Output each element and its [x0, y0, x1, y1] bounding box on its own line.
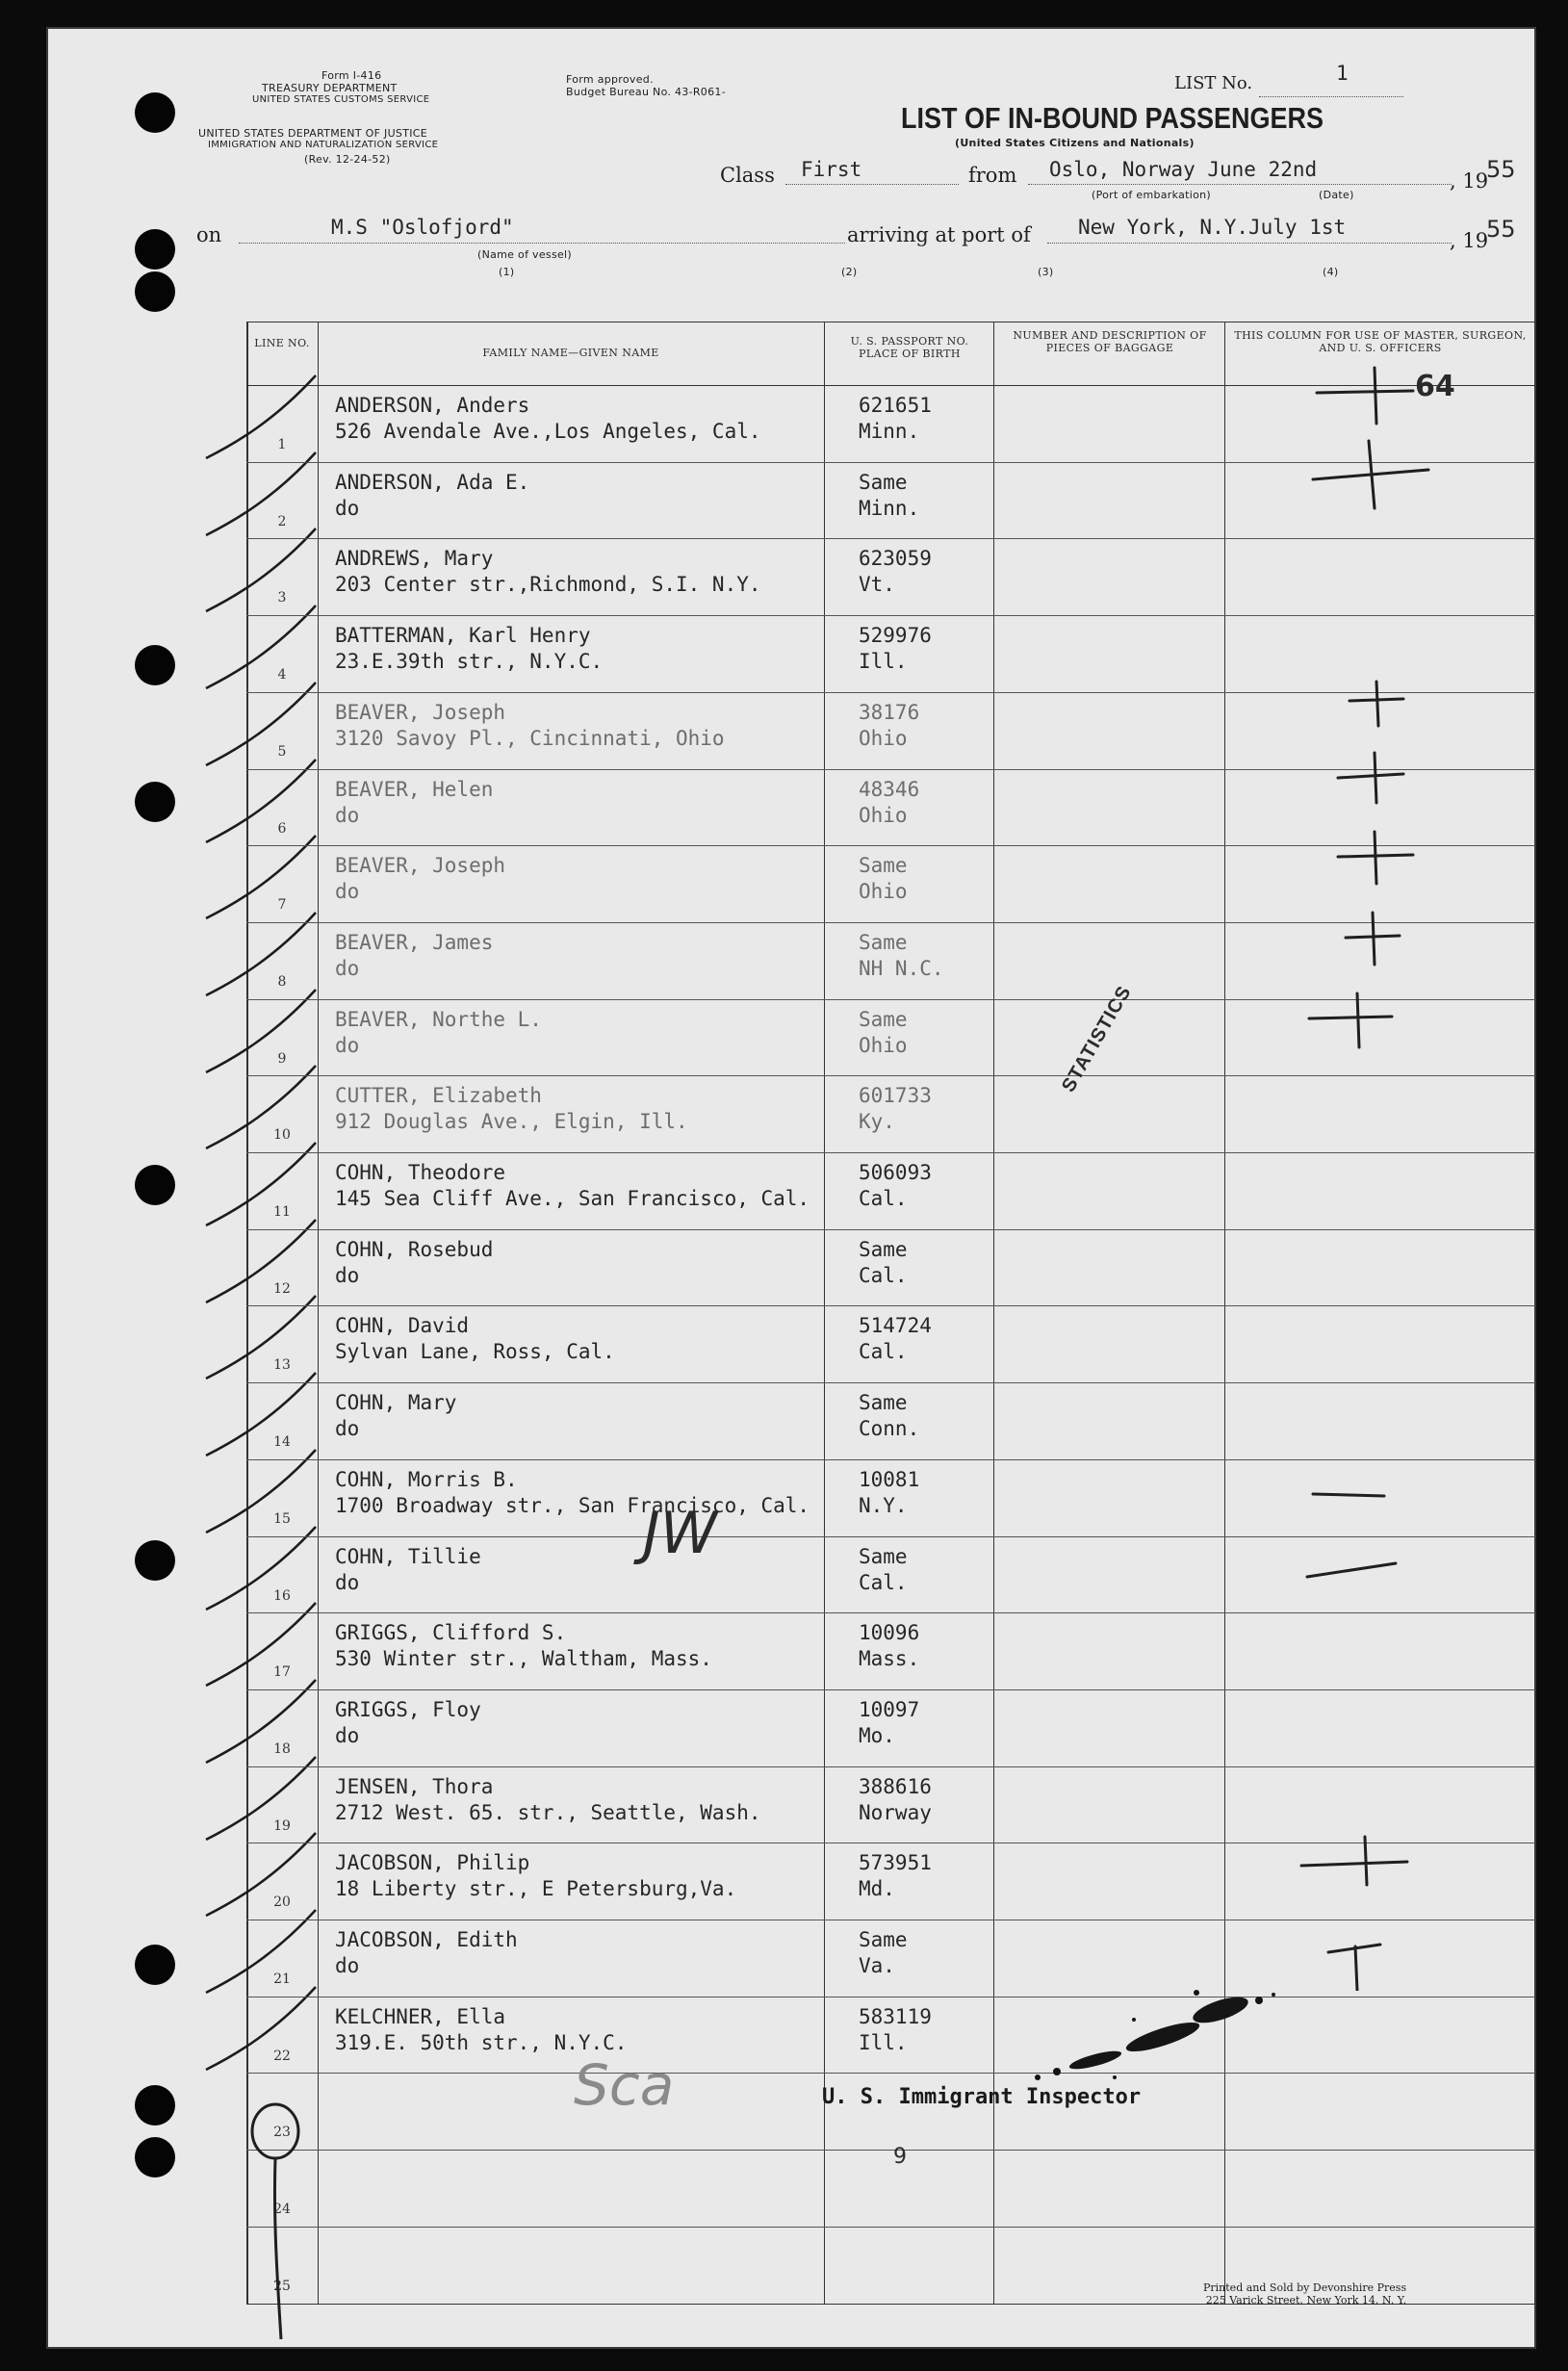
passenger-name-cell: [335, 1850, 736, 1902]
passport-number: 38176: [859, 700, 920, 724]
line-number: 14: [273, 1434, 291, 1451]
line-number: 2: [277, 513, 287, 529]
line-number: 12: [273, 1280, 291, 1297]
passenger-name-cell: [335, 1160, 810, 1212]
place-of-birth: Vt.: [859, 573, 895, 597]
passenger-address: Sylvan Lane, Ross, Cal.: [335, 1340, 615, 1364]
passenger-name: BEAVER, Joseph: [335, 700, 506, 724]
line-number: 23: [273, 2125, 291, 2141]
vessel-line: [239, 243, 845, 244]
passenger-name: COHN, Tillie: [335, 1544, 481, 1568]
passenger-name: COHN, Rosebud: [335, 1237, 494, 1261]
passenger-address: do: [335, 1570, 360, 1594]
passenger-address: 1700 Broadway str., San Francisco, Cal.: [335, 1493, 810, 1517]
place-of-birth: NH N.C.: [859, 956, 944, 980]
header-officers: THIS COLUMN FOR USE OF MASTER, SURGEON, AND U. S. OFFICERS: [1234, 329, 1527, 354]
passport-cell: [859, 1007, 908, 1059]
list-no-value: 1: [1336, 62, 1349, 85]
passenger-address: do: [335, 1263, 360, 1287]
binder-hole: [135, 1945, 175, 1985]
printer-imprint: [1203, 2281, 1406, 2307]
printer-line-2: 225 Varick Street, New York 14, N. Y.: [1205, 2294, 1407, 2307]
place-of-birth: Minn.: [859, 420, 920, 443]
passport-cell: [859, 700, 919, 752]
passenger-name: JENSEN, Thora: [335, 1774, 494, 1798]
place-of-birth: Mass.: [859, 1647, 920, 1671]
passport-number: 583119: [859, 2004, 932, 2028]
line-number: 10: [273, 1127, 291, 1144]
row-divider: [246, 2150, 1535, 2151]
line-number: 25: [273, 2278, 291, 2294]
port-embarkation-caption: (Port of embarkation): [1092, 189, 1212, 201]
col-num-4: (4): [1323, 266, 1339, 278]
place-of-birth: Ky.: [859, 1110, 895, 1134]
arriving-label: arriving at port of: [847, 223, 1031, 246]
place-of-birth: Cal.: [859, 1570, 908, 1594]
passport-cell: [859, 1160, 932, 1212]
place-of-birth: Mo.: [859, 1723, 895, 1747]
dept-immigration: IMMIGRATION AND NATURALIZATION SERVICE: [208, 140, 439, 150]
line-number: 11: [273, 1204, 291, 1220]
place-of-birth: Md.: [859, 1877, 895, 1901]
signature: Sca: [574, 2052, 675, 2118]
passenger-name: ANDREWS, Mary: [335, 547, 494, 571]
passport-number: Same: [859, 1928, 908, 1951]
passenger-name-cell: [335, 1927, 518, 1979]
passport-cell: [859, 1083, 932, 1135]
binder-hole: [135, 1540, 175, 1581]
check-mark: [198, 1977, 323, 2083]
passport-cell: [859, 1390, 919, 1442]
manifest-sheet: [46, 27, 1536, 2349]
line-number: 22: [273, 2048, 291, 2064]
year-prefix-1: , 19: [1450, 169, 1489, 193]
form-approved: Form approved.: [566, 73, 654, 86]
passenger-address: do: [335, 880, 360, 904]
passenger-address: do: [335, 496, 360, 520]
passenger-name-cell: [335, 1620, 712, 1672]
place-of-birth: Ill.: [859, 2030, 908, 2054]
passport-number: 514724: [859, 1314, 932, 1338]
passport-cell: [859, 393, 932, 445]
passport-cell: [859, 623, 932, 675]
form-number: Form I-416: [321, 69, 382, 82]
passenger-address: 530 Winter str., Waltham, Mass.: [335, 1647, 712, 1671]
row-divider: [246, 2073, 1535, 2074]
passport-cell: [859, 1544, 908, 1596]
dept-treasury: TREASURY DEPARTMENT: [262, 82, 398, 94]
list-no-line: [1259, 96, 1403, 97]
line-number: 8: [277, 973, 287, 990]
passenger-name: KELCHNER, Ella: [335, 2004, 506, 2028]
passenger-name: GRIGGS, Clifford S.: [335, 1621, 567, 1645]
passenger-address: 203 Center str.,Richmond, S.I. N.Y.: [335, 573, 761, 597]
passenger-name: COHN, Theodore: [335, 1161, 506, 1184]
place-of-birth: Cal.: [859, 1263, 908, 1287]
officer-marks: [1249, 354, 1480, 1991]
arrival-line: [1047, 243, 1452, 244]
passenger-name-cell: [335, 1544, 481, 1596]
class-label: Class: [720, 164, 775, 187]
class-value: First: [801, 158, 862, 181]
list-no-label: LIST No.: [1174, 73, 1253, 93]
place-of-birth: Conn.: [859, 1417, 920, 1441]
year-prefix-2: , 19: [1450, 229, 1489, 252]
passport-cell: [859, 470, 919, 522]
from-value: Oslo, Norway June 22nd: [1049, 158, 1318, 181]
passenger-address: do: [335, 1033, 360, 1057]
passenger-address: do: [335, 1417, 360, 1441]
binder-hole: [135, 271, 175, 312]
passenger-name-cell: [335, 853, 505, 905]
passenger-name-cell: [335, 1774, 761, 1826]
passenger-name: BEAVER, Northe L.: [335, 1007, 542, 1031]
binder-hole: [135, 782, 175, 822]
header-passport: U. S. PASSPORT NO. PLACE OF BIRTH: [850, 335, 969, 360]
passport-number: Same: [859, 1237, 908, 1261]
passenger-address: do: [335, 1723, 360, 1747]
table-row: [246, 2150, 1535, 2227]
passport-cell: [859, 853, 908, 905]
row-divider: [246, 2227, 1535, 2228]
line-number: 21: [273, 1972, 291, 1987]
passenger-address: 145 Sea Cliff Ave., San Francisco, Cal.: [335, 1187, 810, 1210]
from-line: [1028, 184, 1452, 185]
passport-number: Same: [859, 1544, 908, 1568]
passport-cell: [859, 1697, 919, 1749]
passport-cell: [859, 1237, 908, 1289]
line-number: 16: [273, 1587, 291, 1604]
passenger-name: COHN, David: [335, 1314, 470, 1338]
statistics-stamp: STATISTICS: [1057, 982, 1136, 1096]
passenger-name-cell: [335, 1467, 810, 1519]
line-number: 4: [277, 667, 287, 683]
passenger-name: BEAVER, Helen: [335, 777, 494, 801]
passenger-name: CUTTER, Elizabeth: [335, 1084, 542, 1108]
page-mark: 9: [893, 2145, 907, 2169]
header-baggage: NUMBER AND DESCRIPTION OF PIECES OF BAGGAGE: [1013, 329, 1207, 354]
binder-hole: [135, 229, 175, 270]
passport-number: 621651: [859, 394, 932, 417]
passport-cell: [859, 777, 919, 829]
on-label: on: [196, 223, 222, 246]
circle-mark: [244, 2095, 312, 2345]
passport-number: 10081: [859, 1467, 920, 1491]
passport-cell: [859, 1467, 919, 1519]
passenger-name-cell: [335, 546, 761, 598]
binder-hole: [135, 1165, 175, 1205]
passenger-address: 3120 Savoy Pl., Cincinnati, Ohio: [335, 726, 725, 750]
passport-number: Same: [859, 1391, 908, 1415]
line-number: 9: [277, 1050, 287, 1067]
passport-number: Same: [859, 1007, 908, 1031]
year-1: 55: [1486, 156, 1516, 183]
passport-number: 10097: [859, 1697, 920, 1721]
header-name: FAMILY NAME—GIVEN NAME: [482, 347, 659, 359]
passport-cell: [859, 1850, 932, 1902]
budget-bureau: Budget Bureau No. 43-R061-: [566, 86, 726, 98]
passenger-name-cell: [335, 1313, 615, 1365]
place-of-birth: Ohio: [859, 803, 908, 827]
passport-number: 388616: [859, 1774, 932, 1798]
passenger-address: 18 Liberty str., E Petersburg,Va.: [335, 1877, 737, 1901]
passenger-name: BEAVER, James: [335, 930, 494, 954]
passenger-name-cell: [335, 393, 761, 445]
passenger-address: 526 Avendale Ave.,Los Angeles, Cal.: [335, 420, 761, 443]
passenger-name-cell: [335, 1390, 456, 1442]
passport-cell: [859, 930, 944, 982]
passenger-name-cell: [335, 1083, 688, 1135]
line-number: 15: [273, 1510, 291, 1527]
passport-number: Same: [859, 470, 908, 494]
line-number: 7: [277, 897, 287, 914]
dept-justice: UNITED STATES DEPARTMENT OF JUSTICE: [198, 127, 428, 140]
passport-number: 10096: [859, 1621, 920, 1645]
date-caption: (Date): [1319, 189, 1354, 201]
binder-hole: [135, 92, 175, 133]
passport-number: Same: [859, 930, 908, 954]
line-number: 13: [273, 1357, 291, 1374]
line-number: 3: [277, 590, 287, 606]
arrival-value: New York, N.Y.July 1st: [1078, 216, 1347, 239]
passenger-name: ANDERSON, Anders: [335, 394, 530, 417]
place-of-birth: Cal.: [859, 1187, 908, 1210]
vessel-caption: (Name of vessel): [477, 248, 572, 261]
count-annotation: 64: [1415, 370, 1455, 403]
passport-cell: [859, 1620, 919, 1672]
passenger-address: 912 Douglas Ave., Elgin, Ill.: [335, 1110, 688, 1134]
passenger-address: 23.E.39th str., N.Y.C.: [335, 650, 604, 674]
header-line-no: LINE NO.: [254, 337, 310, 349]
passenger-name: COHN, Mary: [335, 1391, 457, 1415]
passport-cell: [859, 1313, 932, 1365]
year-2: 55: [1486, 216, 1516, 243]
passport-number: 623059: [859, 547, 932, 571]
line-number: 17: [273, 1664, 291, 1681]
line-number: 5: [277, 743, 287, 760]
passport-cell: [859, 2004, 932, 2056]
line-number: 20: [273, 1894, 291, 1911]
passenger-name-cell: [335, 1007, 542, 1059]
passport-number: 48346: [859, 777, 920, 801]
place-of-birth: Ohio: [859, 1033, 908, 1057]
passport-cell: [859, 1927, 908, 1979]
passenger-name-cell: [335, 1237, 493, 1289]
place-of-birth: Ohio: [859, 880, 908, 904]
place-of-birth: N.Y.: [859, 1493, 908, 1517]
printer-line-1: Printed and Sold by Devonshire Press: [1203, 2281, 1407, 2294]
passenger-address: do: [335, 1954, 360, 1977]
place-of-birth: Minn.: [859, 496, 920, 520]
passenger-address: do: [335, 803, 360, 827]
passport-number: 573951: [859, 1851, 932, 1875]
col-num-3: (3): [1038, 266, 1054, 278]
passenger-name: JACOBSON, Edith: [335, 1928, 518, 1951]
class-line: [785, 184, 959, 185]
passport-number: 601733: [859, 1084, 932, 1108]
binder-hole: [135, 645, 175, 685]
place-of-birth: Ill.: [859, 650, 908, 674]
passenger-name-cell: [335, 623, 603, 675]
col-num-2: (2): [841, 266, 858, 278]
passenger-name: JACOBSON, Philip: [335, 1851, 530, 1875]
table-row: [246, 1997, 1535, 2074]
place-of-birth: Cal.: [859, 1340, 908, 1364]
initials-annotation: JW: [643, 1500, 718, 1567]
line-number: 24: [273, 2202, 291, 2218]
passenger-name: BATTERMAN, Karl Henry: [335, 624, 591, 648]
vessel-name: M.S "Oslofjord": [331, 216, 514, 239]
place-of-birth: Ohio: [859, 726, 908, 750]
passenger-name-cell: [335, 2004, 627, 2056]
line-number: 6: [277, 820, 287, 837]
passport-cell: [859, 546, 932, 598]
binder-hole: [135, 2085, 175, 2126]
document-title: LIST OF IN-BOUND PASSENGERS: [901, 102, 1324, 135]
passenger-address: 319.E. 50th str., N.Y.C.: [335, 2030, 628, 2054]
passenger-name-cell: [335, 700, 725, 752]
passport-number: Same: [859, 854, 908, 878]
document-subtitle: (United States Citizens and Nationals): [955, 137, 1195, 149]
passport-number: 529976: [859, 624, 932, 648]
form-revision: (Rev. 12-24-52): [304, 153, 391, 166]
passport-number: 506093: [859, 1161, 932, 1184]
passenger-address: do: [335, 956, 360, 980]
dept-customs: UNITED STATES CUSTOMS SERVICE: [252, 94, 430, 105]
passenger-name: COHN, Morris B.: [335, 1467, 518, 1491]
line-number: 1: [277, 437, 287, 452]
line-number: 19: [273, 1817, 291, 1834]
passenger-name: GRIGGS, Floy: [335, 1697, 481, 1721]
passport-cell: [859, 1774, 932, 1826]
passenger-name: BEAVER, Joseph: [335, 854, 506, 878]
passenger-name-cell: [335, 470, 529, 522]
line-number: 18: [273, 1740, 291, 1757]
inspector-stamp: U. S. Immigrant Inspector: [822, 2085, 1142, 2109]
place-of-birth: Norway: [859, 1800, 932, 1824]
passenger-name-cell: [335, 1697, 481, 1749]
place-of-birth: Va.: [859, 1954, 895, 1977]
ink-smudge: [999, 1972, 1288, 2097]
passenger-name-cell: [335, 930, 493, 982]
col-num-1: (1): [499, 266, 515, 278]
from-label: from: [968, 164, 1017, 187]
passenger-name-cell: [335, 777, 493, 829]
passenger-address: 2712 West. 65. str., Seattle, Wash.: [335, 1800, 761, 1824]
passenger-name: ANDERSON, Ada E.: [335, 470, 530, 494]
binder-hole: [135, 2137, 175, 2178]
